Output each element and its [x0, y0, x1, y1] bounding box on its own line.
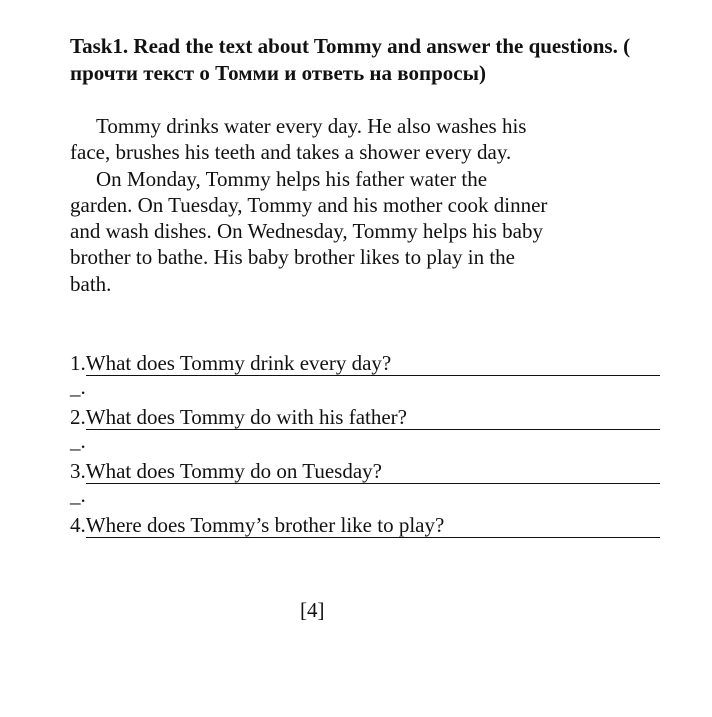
question-item: [70, 350, 660, 404]
question-item: [70, 512, 660, 566]
question-tail: _.: [70, 375, 86, 399]
answer-line[interactable]: [70, 458, 660, 484]
question-tail: _.: [70, 483, 86, 507]
answer-line[interactable]: [70, 404, 660, 430]
question-tail: _.: [70, 429, 86, 453]
score-marker: [4]: [300, 598, 325, 622]
task-title: Task1. Read the text about Tommy and answer the questions. ( прочти текст о Томми и ответь на вопросы): [70, 34, 631, 85]
question-number: 3.: [70, 459, 86, 483]
question-item: [70, 404, 660, 458]
reading-passage: [70, 113, 550, 297]
answer-line[interactable]: [70, 512, 660, 538]
answer-line[interactable]: [70, 350, 660, 376]
question-text: What does Tommy drink every day?: [86, 351, 660, 376]
question-text: What does Tommy do with his father?: [86, 405, 660, 430]
question-text: What does Tommy do on Tuesday?: [86, 459, 660, 484]
question-number: 2.: [70, 405, 86, 429]
passage-paragraph: Tommy drinks water every day. He also washes his face, brushes his teeth and takes a shower every day.: [70, 114, 527, 165]
question-number: 4.: [70, 513, 86, 537]
passage-paragraph: On Monday, Tommy helps his father water the garden. On Tuesday, Tommy and his mother cook dinner and wash dishes. On Wednesday, Tommy helps his baby brother to bathe. His baby brother likes to play in the bath.: [70, 166, 548, 296]
question-number: 1.: [70, 351, 86, 375]
question-list: [70, 350, 660, 566]
question-item: [70, 458, 660, 512]
question-text: Where does Tommy’s brother like to play?: [86, 513, 660, 538]
